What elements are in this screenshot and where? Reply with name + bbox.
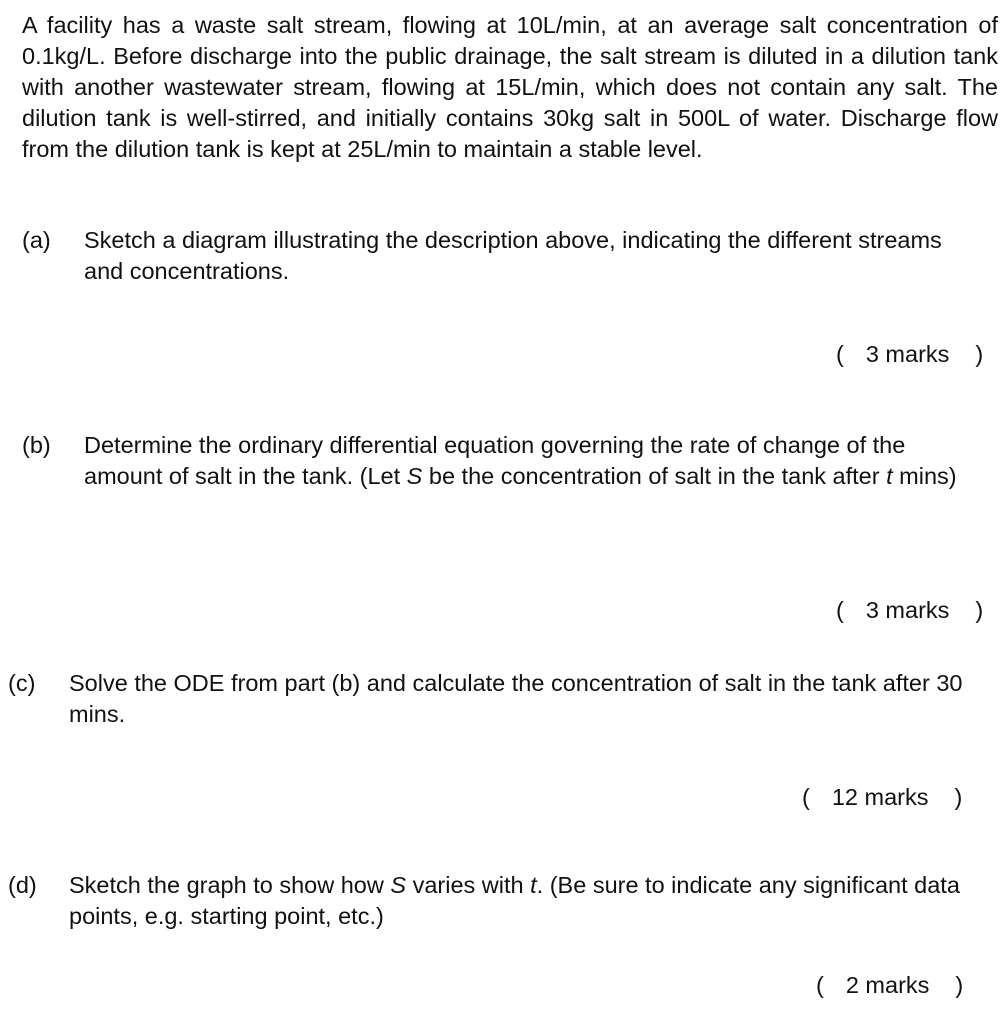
question-c-text: Solve the ODE from part (b) and calculate the concentration of salt in the tank after 30 mins.	[69, 670, 963, 727]
intro-paragraph: A facility has a waste salt stream, flowing at 10L/min, at an average salt concentration of 0.1kg/L. Before discharge into the public drainage, the salt stream is diluted in a dilution tank with another wastewater stream, flowing at 15L/min, which does not contain any salt. The dilution tank is well-stirred, and initially contains 30kg salt in 500L of water. Discharge flow from the dilution tank is kept at 25L/min to maintain a stable level.	[22, 12, 998, 162]
question-a-marks	[836, 339, 983, 370]
question-b-open-paren: (	[836, 597, 844, 623]
question-c-close-paren: )	[954, 784, 963, 810]
question-d-text-part-2: varies with	[406, 872, 531, 898]
question-d-close-paren: )	[955, 972, 964, 998]
question-b-text-part-1: Determine the ordinary differential equation governing the rate of change of the amount of salt in the tank. (Let	[84, 432, 906, 489]
question-a-open-paren: (	[836, 341, 844, 367]
question-b-variable-s: S	[406, 463, 423, 489]
question-a-label: (a)	[22, 227, 51, 253]
question-d-text-part-1: Sketch the graph to show how	[69, 872, 391, 898]
question-d-marks-value: 2 marks	[845, 972, 930, 998]
question-a-close-paren: )	[975, 341, 984, 367]
question-b-text-part-3: mins)	[892, 463, 957, 489]
question-b-variable-t: t	[886, 463, 893, 489]
question-b-text	[84, 430, 974, 492]
question-d-label: (d)	[8, 872, 37, 898]
question-c-open-paren: (	[802, 784, 810, 810]
question-d-variable-s: S	[390, 872, 407, 898]
question-c-marks-value: 12 marks	[831, 784, 929, 810]
question-b-text-part-2: be the concentration of salt in the tank after	[422, 463, 887, 489]
question-a-marks-value: 3 marks	[865, 341, 950, 367]
question-a-text: Sketch a diagram illustrating the description above, indicating the different streams and concentrations.	[84, 227, 942, 284]
question-d-marks	[816, 970, 963, 1001]
question-d-variable-t: t	[530, 872, 537, 898]
question-d-open-paren: (	[816, 972, 824, 998]
question-b-marks	[836, 595, 983, 626]
question-b-close-paren: )	[975, 597, 984, 623]
question-c-marks	[802, 782, 962, 813]
question-c-label: (c)	[8, 670, 36, 696]
question-d-text-part-3: . (Be sure to indicate any significant data points, e.g. starting point, etc.)	[69, 872, 960, 929]
question-b-label: (b)	[22, 432, 51, 458]
question-b-marks-value: 3 marks	[865, 597, 950, 623]
question-d-text	[69, 870, 989, 932]
